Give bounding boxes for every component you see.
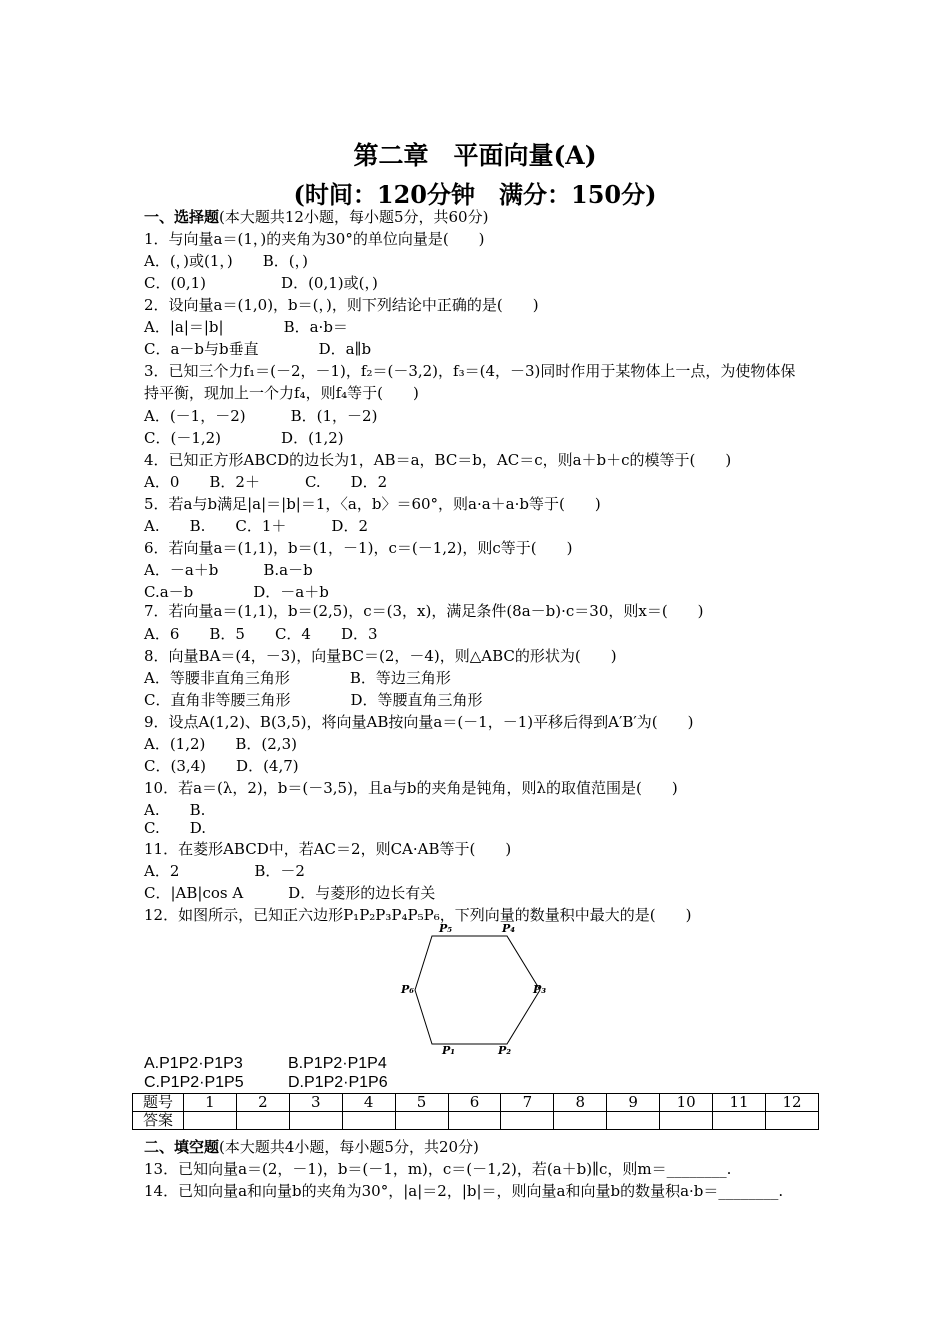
answer-cell[interactable] (765, 1112, 818, 1130)
answer-cell[interactable] (342, 1112, 395, 1130)
question-12-option-b: B.P1P2·P1P4 (288, 1055, 387, 1072)
question-9-options-cd: C．(3,4) D．(4,7) (144, 757, 299, 775)
question-2: 2．设向量a＝(1,0)，b＝(，)，则下列结论中正确的是( ) (144, 296, 539, 314)
question-2-options-cd: C．a－b与b垂直 D．a∥b (144, 340, 372, 358)
answer-table (132, 1093, 819, 1130)
question-11: 11．在菱形ABCD中，若AC＝2，则CA·AB等于( ) (144, 840, 512, 858)
answer-cell[interactable] (395, 1112, 448, 1130)
answer-table-number: 6 (448, 1094, 501, 1112)
hexagon-label-p2: P₂ (498, 1044, 512, 1057)
answer-cell[interactable] (289, 1112, 342, 1130)
answer-table-number: 11 (713, 1094, 766, 1112)
question-14: 14．已知向量a和向量b的夹角为30°，|a|＝2，|b|＝，则向量a和向量b的数量积a·b＝________. (144, 1182, 784, 1200)
question-13: 13．已知向量a＝(2，－1)，b＝(－1，m)，c＝(－1,2)，若(a＋b)∥c，则m＝________. (144, 1160, 732, 1178)
hexagon-figure (395, 920, 555, 1060)
answer-cell[interactable] (501, 1112, 554, 1130)
question-2-options-ab: A．|a|＝|b| B．a·b＝ (144, 318, 348, 336)
question-4: 4．已知正方形ABCD的边长为1，AB＝a，BC＝b，AC＝c，则a＋b＋c的模等于( ) (144, 451, 732, 469)
section2-heading: 二、填空题 (144, 1138, 220, 1156)
answer-cell[interactable] (236, 1112, 289, 1130)
question-7: 7．若向量a＝(1,1)，b＝(2,5)，c＝(3，x)，满足条件(8a－b)·c＝30，则x＝( ) (144, 602, 704, 620)
question-12-option-a: A.P1P2·P1P3 (144, 1055, 243, 1072)
page-title: 第二章 平面向量(A) (353, 141, 597, 170)
hexagon-label-p5: P₅ (439, 922, 453, 935)
question-6-options-cd: C.a－b D．－a＋b (144, 583, 329, 601)
question-10-options-cd: C. D. (144, 819, 206, 837)
question-8-options-ab: A．等腰非直角三角形 B．等边三角形 (144, 669, 451, 687)
answer-table-answer-row (133, 1112, 819, 1130)
question-7-options: A．6 B．5 C．4 D．3 (144, 625, 378, 643)
answer-table-number: 2 (236, 1094, 289, 1112)
question-1-options-cd: C．(0,1) D．(0,1)或(，) (144, 274, 378, 292)
question-12-option-c: C.P1P2·P1P5 (144, 1074, 244, 1091)
answer-table-number: 7 (501, 1094, 554, 1112)
question-12: 12．如图所示，已知正六边形P₁P₂P₃P₄P₅P₆，下列向量的数量积中最大的是( ) (144, 906, 692, 924)
question-3-options-ab: A．(－1，－2) B．(1，－2) (144, 407, 378, 425)
question-8-options-cd: C．直角非等腰三角形 D．等腰直角三角形 (144, 691, 483, 709)
answer-table-number: 10 (660, 1094, 713, 1112)
question-9-options-ab: A．(1,2) B．(2,3) (144, 735, 297, 753)
question-9: 9．设点A(1,2)、B(3,5)，将向量AB按向量a＝(－1，－1)平移后得到A′B′为( ) (144, 713, 694, 731)
answer-table-number: 3 (289, 1094, 342, 1112)
answer-cell[interactable] (713, 1112, 766, 1130)
question-8: 8．向量BA＝(4，－3)，向量BC＝(2，－4)，则△ABC的形状为( ) (144, 647, 617, 665)
answer-table-number: 8 (554, 1094, 607, 1112)
answer-cell[interactable] (184, 1112, 237, 1130)
answer-table-number: 1 (184, 1094, 237, 1112)
answer-table-number: 9 (607, 1094, 660, 1112)
answer-table-number: 12 (765, 1094, 818, 1112)
question-12-option-d: D.P1P2·P1P6 (288, 1074, 388, 1091)
section1-heading: 一、选择题 (144, 208, 220, 226)
hexagon-label-p4: P₄ (502, 922, 516, 935)
question-11-options-cd: C．|AB|cos A D．与菱形的边长有关 (144, 884, 436, 902)
question-10: 10．若a＝(λ，2)，b＝(－3,5)，且a与b的夹角是钝角，则λ的取值范围是( ) (144, 779, 678, 797)
question-10-options-ab: A. B. (144, 801, 206, 819)
answer-cell[interactable] (554, 1112, 607, 1130)
hexagon-label-p3: P₃ (533, 983, 547, 996)
hexagon-label-p6: P₆ (401, 983, 415, 996)
question-6-options-ab: A．－a＋b B.a－b (144, 561, 313, 579)
section2-note: (本大题共4小题，每小题5分，共20分) (219, 1138, 479, 1156)
answer-cell[interactable] (660, 1112, 713, 1130)
answer-cell[interactable] (607, 1112, 660, 1130)
question-6: 6．若向量a＝(1,1)，b＝(1，－1)，c＝(－1,2)，则c等于( ) (144, 539, 573, 557)
answer-table-number-row (133, 1094, 819, 1112)
question-11-options-ab: A．2 B．－2 (144, 862, 305, 880)
answer-table-number: 5 (395, 1094, 448, 1112)
question-5: 5．若a与b满足|a|＝|b|＝1，〈a，b〉＝60°，则a·a＋a·b等于( ) (144, 495, 601, 513)
section1-note: (本大题共12小题，每小题5分，共60分) (219, 208, 489, 226)
hexagon-label-p1: P₁ (442, 1044, 456, 1057)
question-3: 3．已知三个力f₁＝(－2，－1)，f₂＝(－3,2)，f₃＝(4，－3)同时作用于某物体上一点，为使物体保持平衡，现加上一个力f₄，则f₄等于( ) (144, 362, 796, 402)
answer-table-number-header: 题号 (133, 1094, 184, 1112)
answer-cell[interactable] (448, 1112, 501, 1130)
question-12-options-cd (144, 1073, 388, 1093)
question-5-options: A. B. C．1＋ D．2 (144, 517, 368, 535)
hexagon-shape (415, 936, 540, 1044)
page-subtitle: (时间：120分钟 满分：150分) (293, 180, 657, 209)
question-1-options-ab: A．(，)或(1，) B．(，) (144, 252, 309, 270)
answer-table-answer-header: 答案 (133, 1112, 184, 1130)
answer-table-number: 4 (342, 1094, 395, 1112)
question-4-options: A．0 B．2＋ C. D．2 (144, 473, 388, 491)
question-12-options-ab (144, 1054, 387, 1074)
question-1: 1．与向量a＝(1，)的夹角为30°的单位向量是( ) (144, 230, 485, 248)
section1-line (144, 206, 488, 228)
question-3-options-cd: C．(－1,2) D．(1,2) (144, 429, 344, 447)
section2-line (144, 1136, 479, 1158)
